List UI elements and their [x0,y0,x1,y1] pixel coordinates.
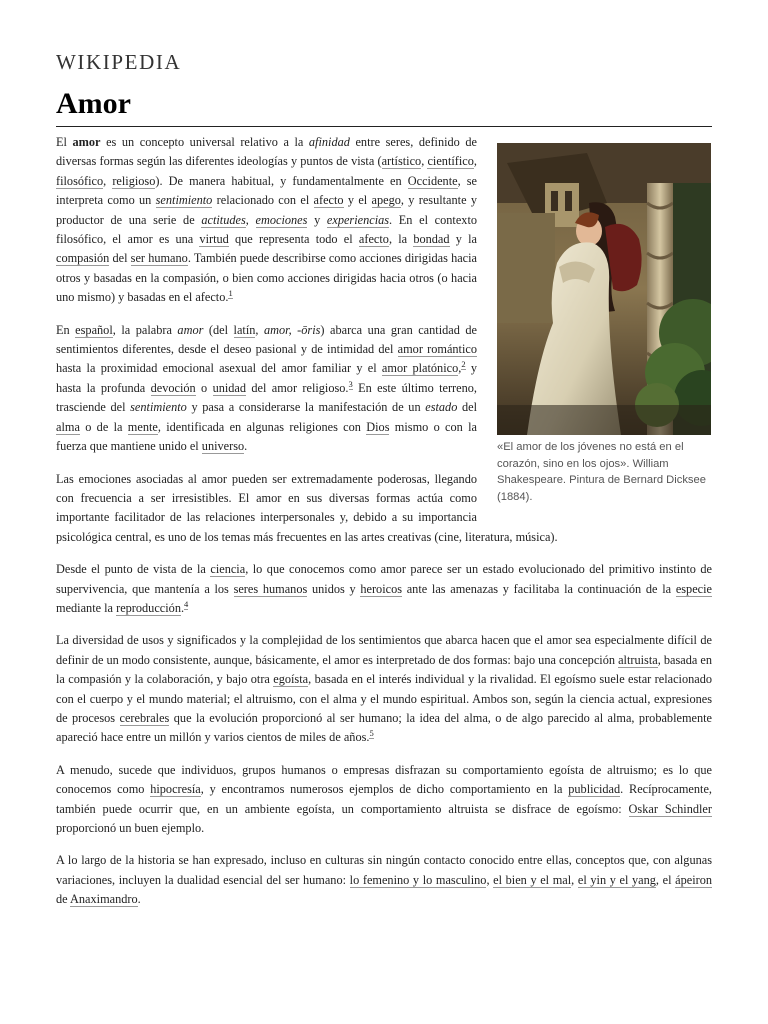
text: A menudo, sucede que individuos, grupos humanos o empresas disfrazan su comportamiento egoísta de altruismo; es lo que conocemos como [56,762,712,797]
reference-2[interactable]: 2 [461,359,466,370]
text: , se interpreta como un [56,173,477,208]
link-reproduccion[interactable]: reproducción [116,600,181,615]
reference-1[interactable]: 1 [228,288,233,299]
link-unidad[interactable]: unidad [212,380,247,395]
text: y pasa a considerarse la manifestación de un [186,400,426,415]
link-apego[interactable]: apego [371,193,401,208]
link-afecto[interactable]: afecto [313,193,344,208]
text: del [109,251,131,266]
image-caption [497,439,719,505]
paragraph [56,851,712,909]
link-devocion[interactable]: devoción [150,380,196,395]
text: que la evolución proporcionó al ser humano; la idea del alma, o de algo parecido al alma, probablemente apareció hace entre un millón y varios cientos de miles de años. [56,710,712,745]
link-cerebrales[interactable]: cerebrales [119,710,170,725]
text: de [56,892,71,907]
term-italic: amor, -ōris [263,322,321,337]
text: ). De manera habitual, y fundamentalmente en [155,173,408,188]
link-yin-yang[interactable]: el yin y el yang [577,872,656,887]
text: y la [449,232,477,247]
text: o [195,380,213,395]
text: hasta la proximidad emocional asexual del amor familiar y el [56,361,382,376]
link-filosofico[interactable]: filosófico [56,173,104,188]
link-experiencias-text: experiencias [326,212,390,227]
link-seres-humanos[interactable]: seres humanos [233,581,308,596]
text: , [486,872,494,887]
text: , la [388,232,414,247]
text: del amor religioso. [246,380,349,395]
reference-4[interactable]: 4 [184,598,189,609]
wikipedia-wordmark[interactable]: WIKIPEDIA [56,50,182,74]
title-divider [56,126,712,127]
link-bien-y-mal[interactable]: el bien y el mal [493,872,572,887]
link-religioso[interactable]: religioso [112,173,156,188]
term-bold: amor [72,135,101,149]
link-compasion[interactable]: compasión [56,251,110,266]
text: y hasta la profunda [56,361,477,395]
caption-quote: «El amor de los jóvenes no está en el corazón, sino en los ojos». [497,441,684,470]
text: , identificada en algunas religiones con [157,419,367,434]
text: , [473,154,477,169]
text: del [457,400,478,415]
text: relacionado con el [212,193,314,208]
link-heroicos[interactable]: heroicos [360,581,403,596]
link-actitudes-text: actitudes [201,212,246,227]
infobox [495,143,719,505]
text: , [571,872,578,887]
text: mismo o con la fuerza que mantiene unido el [56,419,477,454]
link-latin[interactable]: latín [233,322,256,337]
romeo-and-juliet-painting[interactable] [497,143,711,435]
link-cientifico[interactable]: científico [427,154,474,169]
text: . [137,892,141,907]
text: Las emociones asociadas al amor pueden ser extremadamente poderosas, llegando con frecuencia a ser irresistibles. El amor en sus diversas formas actúa como importante facilitador de las relaciones interpersonales y, debido a su importancia psicológica central, es uno de los temas más frecuentes en las artes creativas (cine, literatura, música). [56,471,558,544]
text: . En el contexto filosófico, el amor es una [56,212,478,247]
text: y [307,212,327,227]
text: y el [343,193,372,208]
text: , [245,212,256,227]
text: . También puede describirse como acciones dirigidas hacia otros y basadas en la compasión, o bien como acciones dirigidas hacia otros (o hacia uno mismo) y basadas en el afecto. [56,251,478,305]
text: . Recíprocamente, también puede ocurrir que, en un ambiente egoísta, un comportamiento altruista se disfrace de egoísmo: [56,782,712,816]
page-title: Amor [56,87,131,120]
text: , [103,173,113,188]
article-body [56,133,712,923]
term-italic: afinidad [308,135,350,149]
text: , la palabra [112,322,178,337]
term-italic: amor [177,322,204,337]
text: , el [655,872,676,887]
text: es un concepto universal relativo a la [100,135,309,149]
link-especie[interactable]: especie [675,581,712,596]
paragraph [56,631,712,747]
link-dios[interactable]: Dios [366,419,390,434]
text: En [56,322,76,337]
text: que representa todo el [228,232,359,247]
link-occidente[interactable]: Occidente [407,173,458,188]
text: , [421,154,428,169]
text: A lo largo de la historia se han expresado, incluso en culturas sin ningún contacto conocido entre ellas, conceptos que, con algunas variaciones, incluyen la dualidad esencial del ser humano: [56,853,712,887]
text: mediante la [56,600,117,615]
link-oskar-schindler[interactable]: Oskar Schindler [628,801,712,816]
link-apeiron[interactable]: ápeiron [675,872,712,887]
link-alma[interactable]: alma [56,419,80,434]
text: En este último terreno, trasciende del [56,380,477,415]
link-hipocresia[interactable]: hipocresía [150,782,201,797]
paragraph [56,560,712,618]
text: . [180,600,185,615]
text: El [56,135,73,149]
link-afecto-2[interactable]: afecto [358,232,389,247]
text: , lo que conocemos como amor parece ser un estado evolucionado del primitivo instinto de supervivencia, que mantenía a los [56,562,712,596]
text: ) abarca una gran cantidad de sentimientos diferentes, desde el deseo pasional y de intimidad del [56,322,477,357]
reference-3[interactable]: 3 [348,378,353,389]
link-bondad[interactable]: bondad [413,232,450,247]
text: , y encontramos numerosos ejemplos de dicho comportamiento en la [200,782,569,797]
link-universo[interactable]: universo [201,439,245,454]
text: , basada en el interés individual y la rivalidad. El egoísmo suele estar relacionado con el cuerpo y el mundo material; el altruismo, con el alma y el mundo espiritual. Ambos son, según la ciencia actual, expresiones de procesos [56,672,712,725]
text: , [255,322,264,337]
link-ciencia[interactable]: ciencia [210,562,246,577]
link-sentimiento-text: sentimiento [155,193,213,208]
text: ante las amenazas y facilitaba la continuación de la [402,581,676,596]
text: o de la [79,419,128,434]
text: La diversidad de usos y significados y la complejidad de los sentimientos que abarca hacen que el amor sea especialmente difícil de definir de un modo consistente, aunque, básicamente, el amor es interpretado de dos formas: bajo una concepción [56,633,712,667]
link-emociones[interactable] [256,213,308,228]
link-anaximandro[interactable]: Anaximandro [70,892,138,907]
text: unidos y [307,581,361,596]
text: (del [203,322,234,337]
reference-5[interactable]: 5 [369,728,374,739]
link-egoista[interactable]: egoísta [273,672,309,687]
term-italic: estado [425,400,458,415]
link-publicidad[interactable]: publicidad [568,782,621,797]
link-experiencias[interactable] [327,213,389,228]
text: , basada en la compasión y la colaboración, y bajo otra [56,652,712,687]
text: Desde el punto de vista de la [56,562,211,577]
link-femenino-masculino[interactable]: lo femenino y lo masculino [349,872,487,887]
link-virtud[interactable]: virtud [199,232,229,247]
text: . [244,439,248,454]
text: proporcionó un buen ejemplo. [56,821,205,835]
link-altruista[interactable]: altruista [618,652,658,667]
link-artistico[interactable]: artístico [381,154,422,169]
paragraph [56,761,712,839]
caption-credit: William Shakespeare. Pintura de Bernard Dicksee (1884). [497,457,706,503]
link-amor-romantico[interactable]: amor romántico [397,342,477,357]
link-ser-humano[interactable]: ser humano [130,251,188,266]
link-actitudes[interactable] [201,213,245,228]
link-emociones-text: emociones [255,212,308,227]
link-espanol[interactable]: español [75,322,113,337]
text: , [458,361,462,376]
term-italic: sentimiento [130,400,187,415]
link-mente[interactable]: mente [127,419,158,434]
text: , y resultante y productor de una serie de [56,193,477,227]
text: entre seres, definido de diversas formas según las diferentes ideologías y puntos de vista ( [56,135,477,169]
link-sentimiento[interactable] [156,193,213,208]
link-amor-platonico[interactable]: amor platónico [381,361,459,376]
